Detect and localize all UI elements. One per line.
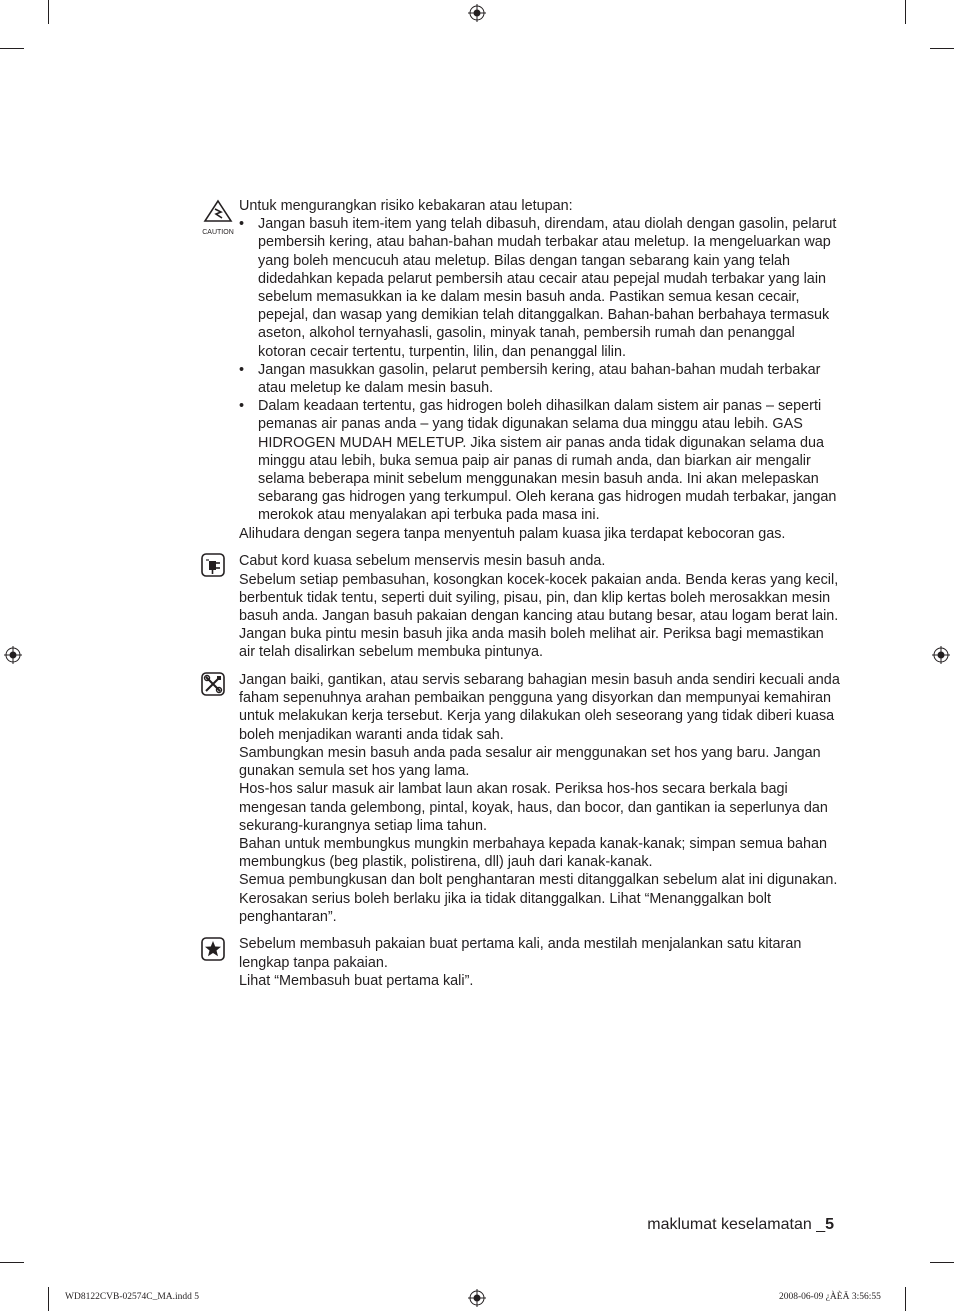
no-repair-section xyxy=(200,671,840,926)
first-wash-reference: Lihat “Membasuh buat pertama kali”. xyxy=(239,972,474,989)
no-tools-icon xyxy=(200,671,226,697)
registration-mark-icon xyxy=(468,1289,486,1307)
page-footer-title xyxy=(647,1216,834,1234)
crop-mark xyxy=(905,1287,906,1311)
page-number: 5 xyxy=(825,1216,834,1233)
door-text: Jangan buka pintu mesin basuh jika anda masih boleh melihat air. Periksa bagi memastikan air telah disalirkan sebelum membuka pintunya. xyxy=(239,626,824,661)
registration-mark-icon xyxy=(468,4,486,22)
slug-date: 2008-06-09 ¿ÀÈÄ 3:56:55 xyxy=(779,1292,881,1302)
plug-icon xyxy=(200,552,226,578)
safety-content xyxy=(200,197,840,990)
caution-list xyxy=(239,215,840,524)
packaging-text: Bahan untuk membungkus mungkin merbahaya kepada kanak-kanak; simpan semua bahan membungkus (beg plastik, polistirena, dll) jauh dari kanak-kanak. xyxy=(239,835,827,871)
pockets-text: Sebelum setiap pembasuhan, kosongkan kocek-kocek pakaian anda. Benda keras yang kecil, berbentuk tidak tentu, seperti duit syiling, pisau, pin, dan klip kertas boleh merosakkan mesin basuh anda. Jangan basuh pakaian dengan kancing atau butang besar, atau logam berat lain. xyxy=(239,571,839,624)
caution-section xyxy=(200,197,840,543)
list-item: • Dalam keadaan tertentu, gas hidrogen boleh dihasilkan dalam sistem air panas – seperti pemanas air panas anda – yang tidak digunakan selama dua minggu atau lebih. GAS HIDROGEN MUDAH MELETUP. Jika sistem air panas anda tidak digunakan selama dua minggu atau lebih, buka semua paip air panas di rumah anda, dan biarkan air mengalir selama beberapa minit sebelum menggunakan mesin basuh anda. Ini akan melepaskan sebarang gas hidrogen yang terkumpul. Oleh kerana gas hidrogen mudah terbakar, jangan merokok atau menyalakan api terbuka pada masa ini. xyxy=(239,397,840,524)
caution-triangle-icon xyxy=(200,199,236,225)
caution-label: CAUTION xyxy=(202,229,234,237)
note-section xyxy=(200,935,840,990)
crop-mark xyxy=(0,1262,24,1263)
list-item: • Jangan basuh item-item yang telah dibasuh, direndam, atau diolah dengan gasolin, pelarut pembersih kering, atau bahan-bahan mudah terbakar atau meletup. Ia mengeluarkan wap yang boleh mencucuh atau meletup. Bilas dengan tangan sebarang kain yang telah didedahkan kepada pelarut pembersih atau cecair atau pepejal mudah terbakar yang lain sebelum memasukkan ia ke dalam mesin basuh anda. Pastikan semua kesan cecair, pepejal, dan wasap yang demikian telah ditanggalkan. Bahan-bahan berbahaya termasuk aseton, alkohol ternyahasli, gasolin, minyak tanah, pembersih rumah dan penanggal kotoran cecair tertentu, turpentin, lilin, dan penanggal lilin. xyxy=(239,215,840,361)
unplug-icon xyxy=(200,552,226,583)
crop-mark xyxy=(930,1262,954,1263)
star-note-icon xyxy=(200,936,226,967)
crop-mark xyxy=(0,48,24,49)
crop-mark xyxy=(48,1287,49,1311)
registration-mark-icon xyxy=(4,646,22,664)
caution-after: Alihudara dengan segera tanpa menyentuh palam kuasa jika terdapat kebocoran gas. xyxy=(239,525,786,542)
first-wash-text: Sebelum membasuh pakaian buat pertama kali, anda mestilah menjalankan satu kitaran lengkap tanpa pakaian. xyxy=(239,936,802,971)
crop-mark xyxy=(930,48,954,49)
crop-mark xyxy=(48,0,49,24)
slug-file: WD8122CVB-02574C_MA.indd 5 xyxy=(65,1292,200,1302)
hose-check-text: Hos-hos salur masuk air lambat laun akan rosak. Periksa hos-hos secara berkala bagi mengesan tanda gelembong, pintal, koyak, haus, dan bocor, dan gantikan ia seperlunya dan sekurang-kurangnya setiap lima tahun. xyxy=(239,781,828,834)
section-title: maklumat keselamatan _ xyxy=(647,1216,826,1233)
no-repair-text: Jangan baiki, gantikan, atau servis sebarang bahagian mesin basuh anda sendiri kecuali anda faham sepenuhnya arahan pembaikan pengguna yang disyorkan dan mempunyai kemahiran untuk melakukan kerja tersebut. Kerja yang dilakukan oleh seseorang yang tidak diberi kuasa boleh menjadikan waranti anda tidak sah. xyxy=(239,672,840,743)
unplug-section xyxy=(200,552,840,661)
unplug-text: Cabut kord kuasa sebelum menservis mesin basuh anda. xyxy=(239,553,606,570)
star-icon xyxy=(200,936,226,962)
registration-mark-icon xyxy=(932,646,950,664)
list-item: • Jangan masukkan gasolin, pelarut pembersih kering, atau bahan-bahan mudah terbakar atau meletup ke dalam mesin basuh. xyxy=(239,361,840,397)
caution-intro: Untuk mengurangkan risiko kebakaran atau letupan: xyxy=(239,198,573,214)
no-repair-icon xyxy=(200,671,226,702)
hose-set-text: Sambungkan mesin basuh anda pada sesalur air menggunakan set hos yang baru. Jangan gunakan semula set hos yang lama. xyxy=(239,744,821,780)
caution-icon xyxy=(200,199,236,237)
shipping-bolt-text: Semua pembungkusan dan bolt penghantaran mesti ditanggalkan sebelum alat ini digunakan. Kerosakan serius boleh berlaku jika ia tidak ditanggalkan. Lihat “Menanggalkan bolt penghantaran”. xyxy=(239,872,838,925)
crop-mark xyxy=(905,0,906,24)
